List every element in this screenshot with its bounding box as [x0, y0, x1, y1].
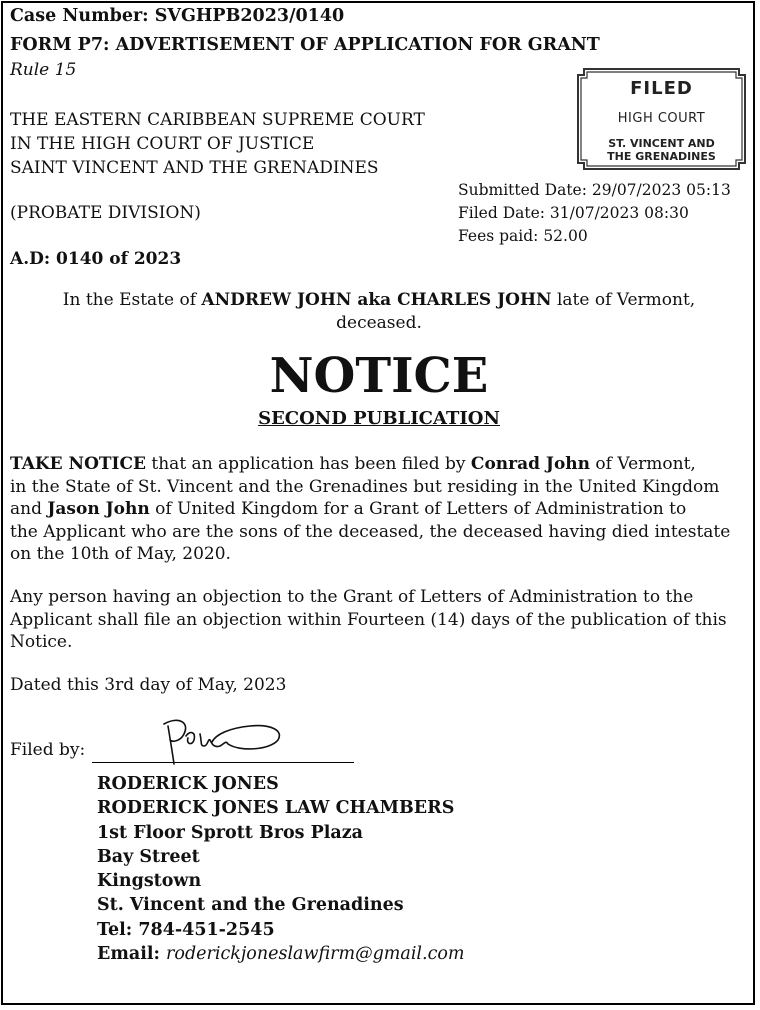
- filed-date: Filed Date: 31/07/2023 08:30: [458, 204, 689, 222]
- address-line-4: St. Vincent and the Grenadines: [97, 895, 404, 916]
- notice-title: NOTICE: [269, 348, 489, 404]
- firm-name: RODERICK JONES LAW CHAMBERS: [97, 798, 455, 819]
- take-notice: TAKE NOTICE: [10, 454, 146, 474]
- estate-deceased: deceased.: [336, 313, 422, 333]
- publication-subtitle: SECOND PUBLICATION: [258, 408, 500, 429]
- filer-address-block: [97, 772, 465, 966]
- deceased-name: ANDREW JOHN aka CHARLES JOHN: [201, 290, 552, 310]
- court-line-2: IN THE HIGH COURT OF JUSTICE: [10, 134, 315, 154]
- estate-prefix: In the Estate of: [62, 290, 202, 310]
- p2-line-2: Applicant shall file an objection within Fourteen (14) days of the publication of this: [10, 609, 727, 630]
- address-line-1: 1st Floor Sprott Bros Plaza: [97, 822, 364, 843]
- notice-paragraph-2: [10, 586, 750, 654]
- email-row: [97, 942, 465, 966]
- court-line-1: THE EASTERN CARIBBEAN SUPREME COURT: [10, 110, 425, 130]
- p1-line-4: the Applicant who are the sons of the deceased, the deceased having died intestate: [10, 521, 731, 542]
- telephone: Tel: 784-451-2545: [97, 919, 275, 940]
- filer-name: RODERICK JONES: [97, 774, 279, 794]
- estate-statement: [10, 289, 748, 335]
- p1-text: of United Kingdom for a Grant of Letters of Administration to: [149, 499, 687, 519]
- court-line-3: SAINT VINCENT AND THE GRENADINES: [10, 158, 379, 178]
- p1-text: and: [10, 499, 48, 519]
- court-heading: [10, 108, 425, 180]
- probate-division: (PROBATE DIVISION): [10, 203, 201, 223]
- address-line-2: Bay Street: [97, 846, 200, 867]
- ad-number: A.D: 0140 of 2023: [10, 249, 182, 269]
- p1-text: that an application has been filed by: [146, 454, 471, 474]
- filing-meta: [458, 179, 731, 248]
- p2-line-1: Any person having an objection to the Grant of Letters of Administration to the: [10, 587, 694, 607]
- p1-line-1: [10, 453, 750, 476]
- estate-suffix: late of Vermont,: [551, 290, 696, 310]
- p1-text: of Vermont,: [590, 454, 696, 474]
- dated-line: Dated this 3rd day of May, 2023: [10, 675, 287, 695]
- p1-line-2: in the State of St. Vincent and the Grenadines but residing in the United Kingdom: [10, 476, 720, 497]
- applicant-name-2: Jason John: [47, 499, 150, 519]
- signature-icon: [150, 712, 290, 768]
- p1-line-3: [10, 498, 750, 521]
- notice-paragraph-1: [10, 453, 750, 566]
- stamp-place-1: ST. VINCENT AND: [608, 137, 715, 150]
- filed-stamp: [576, 67, 747, 171]
- stamp-court: HIGH COURT: [617, 111, 706, 126]
- filed-by-label: Filed by:: [10, 740, 86, 760]
- email-label: Email:: [97, 944, 167, 965]
- address-line-3: Kingstown: [97, 871, 202, 892]
- stamp-place-2: THE GRENADINES: [607, 150, 716, 163]
- fees-paid: Fees paid: 52.00: [458, 227, 588, 245]
- submitted-date: Submitted Date: 29/07/2023 05:13: [458, 181, 731, 199]
- email-link[interactable]: roderickjoneslawfirm@gmail.com: [166, 944, 465, 965]
- rule-reference: Rule 15: [10, 60, 77, 80]
- stamp-filed: FILED: [630, 78, 693, 99]
- form-title: FORM P7: ADVERTISEMENT OF APPLICATION FOR GRANT: [10, 35, 600, 55]
- case-number: Case Number: SVGHPB2023/0140: [10, 6, 345, 26]
- p1-line-5: on the 10th of May, 2020.: [10, 544, 231, 564]
- applicant-name-1: Conrad John: [470, 454, 591, 474]
- p2-line-3: Notice.: [10, 632, 73, 652]
